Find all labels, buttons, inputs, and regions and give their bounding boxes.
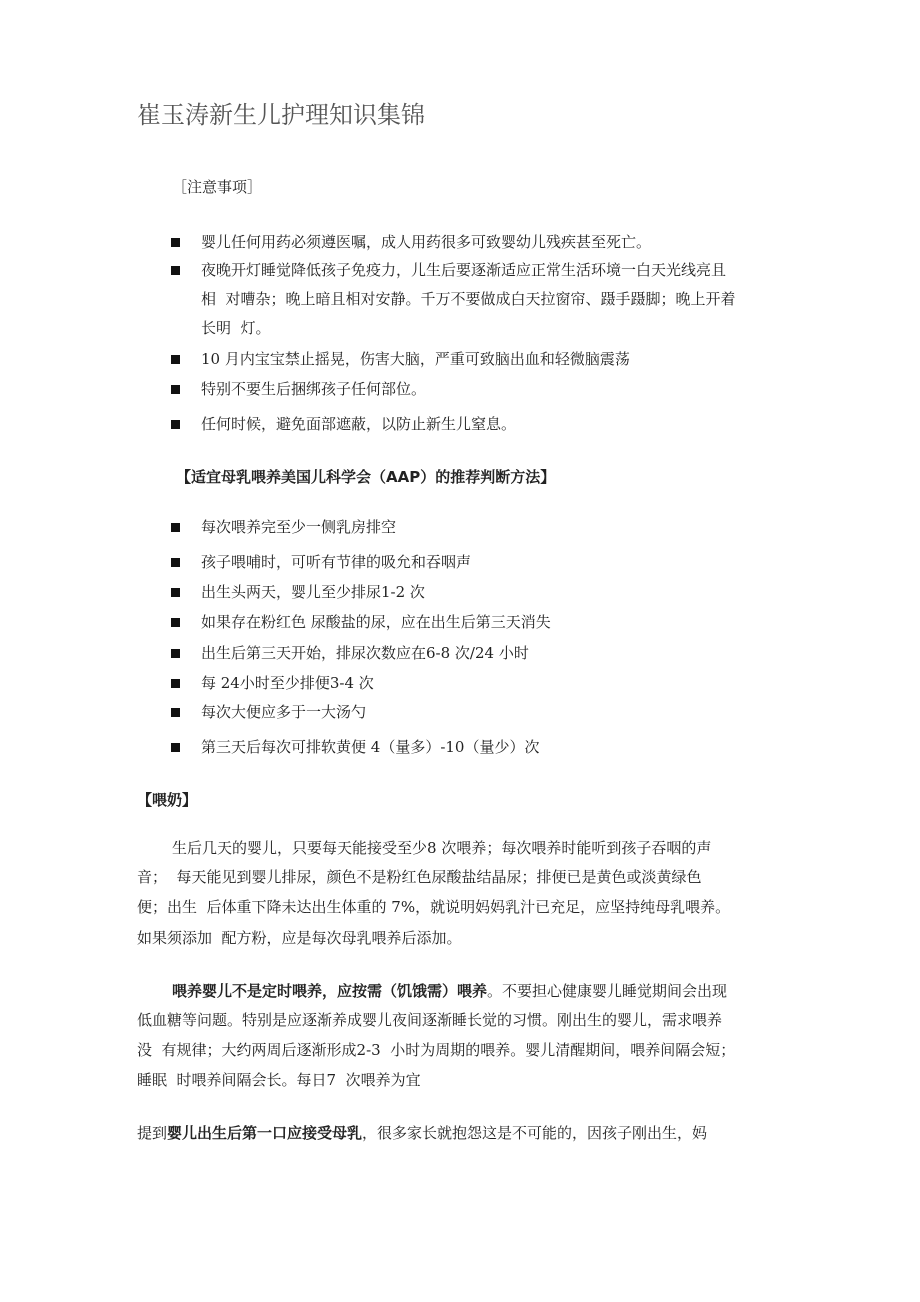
list-item: 出生头两天，婴儿至少排尿1-2 次 bbox=[201, 583, 425, 601]
list-item: 每 24小时至少排便3-4 次 bbox=[201, 674, 374, 692]
paragraph-line bbox=[172, 981, 727, 1001]
list-item: 10 月内宝宝禁止摇晃，伤害大脑，严重可致脑出血和轻微脑震荡 bbox=[201, 350, 630, 368]
list-item: 出生后第三天开始，排尿次数应在6-8 次/24 小时 bbox=[201, 644, 529, 662]
bullet-square-icon bbox=[171, 385, 180, 394]
paragraph-line: 音； 每天能见到婴儿排尿，颜色不是粉红色尿酸盐结晶尿；排便已是黄色或淡黄绿色 bbox=[137, 868, 702, 886]
paragraph-line: 如果须添加 配方粉，应是每次母乳喂养后添加。 bbox=[137, 929, 462, 947]
list-item: 任何时候，避免面部遮蔽，以防止新生儿窒息。 bbox=[201, 415, 517, 433]
bullet-square-icon bbox=[171, 618, 180, 627]
paragraph-text: 提到 bbox=[137, 1124, 168, 1142]
bullet-square-icon bbox=[171, 743, 180, 752]
list-item-continuation: 相 对嘈杂；晚上暗且相对安静。千万不要做成白天拉窗帘、蹑手蹑脚；晚上开着 bbox=[201, 290, 736, 308]
bullet-square-icon bbox=[171, 266, 180, 275]
paragraph-line: 睡眠 时喂养间隔会长。每日7 次喂养为宜 bbox=[137, 1071, 421, 1089]
paragraph-text: 。不要担心健康婴儿睡觉期间会出现 bbox=[487, 982, 728, 1000]
section-heading-aap: 【适宜母乳喂养美国儿科学会（AAP）的推荐判断方法】 bbox=[176, 468, 556, 486]
paragraph-text: ，很多家长就抱怨这是不可能的，因孩子刚出生，妈 bbox=[362, 1124, 708, 1142]
list-item: 每次喂养完至少一侧乳房排空 bbox=[201, 518, 397, 536]
bold-emphasis: 婴儿出生后第一口应接受母乳 bbox=[167, 1124, 363, 1142]
bullet-square-icon bbox=[171, 238, 180, 247]
section-heading-feeding: 【喂奶】 bbox=[137, 791, 198, 809]
bullet-square-icon bbox=[171, 708, 180, 717]
bold-emphasis: 喂养婴儿不是定时喂养，应按需（饥饿需）喂养 bbox=[172, 982, 488, 1000]
bullet-square-icon bbox=[171, 649, 180, 658]
list-item-continuation: 长明 灯。 bbox=[201, 319, 271, 337]
bullet-square-icon bbox=[171, 355, 180, 364]
bullet-square-icon bbox=[171, 679, 180, 688]
paragraph-line: 没 有规律；大约两周后逐渐形成2-3 小时为周期的喂养。婴儿清醒期间，喂养间隔会短； bbox=[137, 1041, 736, 1059]
bullet-square-icon bbox=[171, 588, 180, 597]
paragraph-line bbox=[137, 1123, 707, 1143]
paragraph-line: 低血糖等问题。特别是应逐渐养成婴儿夜间逐渐睡长觉的习惯。刚出生的婴儿，需求喂养 bbox=[137, 1011, 723, 1029]
list-item: 孩子喂哺时，可听有节律的吸允和吞咽声 bbox=[201, 553, 472, 571]
list-item: 婴儿任何用药必须遵医嘱，成人用药很多可致婴幼儿残疾甚至死亡。 bbox=[201, 233, 652, 251]
bullet-square-icon bbox=[171, 420, 180, 429]
document-title: 崔玉涛新生儿护理知识集锦 bbox=[137, 101, 425, 129]
bullet-square-icon bbox=[171, 523, 180, 532]
paragraph-line: 生后几天的婴儿，只要每天能接受至少8 次喂养；每次喂养时能听到孩子吞咽的声 bbox=[172, 839, 712, 857]
bullet-square-icon bbox=[171, 558, 180, 567]
list-item: 夜晚开灯睡觉降低孩子免疫力，儿生后要逐渐适应正常生活环境一白天光线亮且 bbox=[201, 261, 727, 279]
paragraph-line: 便；出生 后体重下降未达出生体重的 7%，就说明妈妈乳汁已充足，应坚持纯母乳喂养。 bbox=[137, 898, 731, 916]
list-item: 如果存在粉红色 尿酸盐的尿，应在出生后第三天消失 bbox=[201, 613, 551, 631]
list-item: 第三天后每次可排软黄便 4（量多）-10（量少）次 bbox=[201, 738, 540, 756]
list-item: 特别不要生后捆绑孩子任何部位。 bbox=[201, 380, 427, 398]
list-item: 每次大便应多于一大汤勺 bbox=[201, 703, 367, 721]
section-heading-precautions: ［注意事项］ bbox=[172, 178, 263, 196]
